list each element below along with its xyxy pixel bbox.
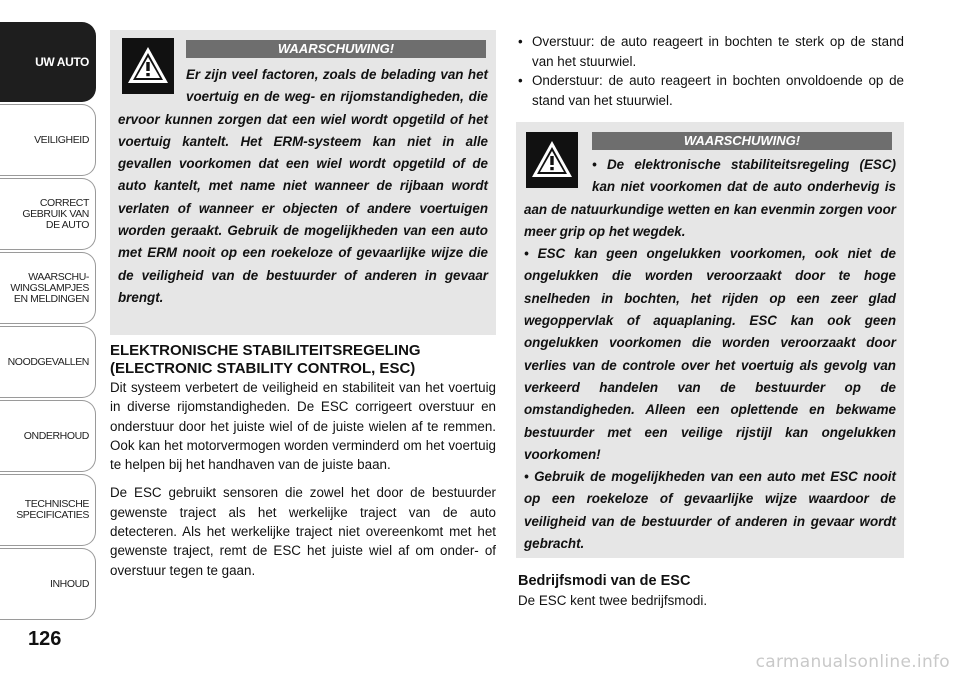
tab-label: ONDERHOUD bbox=[23, 429, 89, 442]
tab-label: VEILIGHEID bbox=[34, 133, 89, 146]
bullet-list bbox=[518, 32, 904, 110]
warning-title: WAARSCHUWING! bbox=[186, 40, 486, 58]
tab-label: TECHNISCHE SPECIFICATIES bbox=[16, 498, 89, 521]
page-number: 126 bbox=[28, 628, 62, 650]
tab-label: WAARSCHU- WINGSLAMPJES EN MELDINGEN bbox=[10, 270, 89, 305]
watermark: carmanualsonline.info bbox=[755, 652, 950, 672]
paragraph: De ESC gebruikt sensoren die zowel het door de bestuurder gewenste traject als het werkelijke traject van de auto detecteren. Als het werkelijke traject niet overeenkomt met het gewenste traject, remt de ESC het juiste wiel af om onder- of overstuur tegen te gaan. bbox=[110, 485, 496, 578]
section-heading: ELEKTRONISCHE STABILITEITSREGELING (ELECTRONIC STABILITY CONTROL, ESC) bbox=[110, 342, 421, 377]
tab-label: UW AUTO bbox=[35, 54, 89, 69]
tab-uw-auto[interactable] bbox=[0, 22, 96, 102]
list-item: • Overstuur: de auto reageert in bochten te sterk op de stand van het stuurwiel. bbox=[518, 32, 904, 71]
paragraph: Dit systeem verbetert de veiligheid en stabiliteit van het voertuig in diverse rijomstandigheden. De ESC corrigeert overstuur en onderstuur door het juiste wiel of de juiste wielen af te remmen. Ook kan het motorvermogen worden verminderd om het voertuig te helpen bij het handhaven van de juiste baan. bbox=[110, 380, 496, 473]
warning-text bbox=[118, 64, 488, 309]
modes-text: De ESC kent twee bedrijfsmodi. bbox=[518, 593, 708, 608]
warning-item: • Gebruik de mogelijkheden van een auto met ESC nooit op een roekeloze of gevaarlijke wijze waardoor de veiligheid van de bestuurder of anderen in gevaar wordt gebracht. bbox=[524, 469, 896, 552]
warning-item: • De elektronische stabiliteitsregeling (ESC) kan niet voorkomen dat de auto onderhevig is aan de natuurkundige wetten en kan evenmin zorgen voor meer grip op het wegdek. bbox=[524, 157, 896, 239]
warning-box bbox=[110, 30, 496, 335]
tab-veiligheid[interactable] bbox=[0, 104, 96, 176]
warning-text bbox=[524, 154, 896, 555]
tab-inhoud[interactable] bbox=[0, 548, 96, 620]
tab-label: CORRECT GEBRUIK VAN DE AUTO bbox=[22, 196, 89, 231]
tab-noodgevallen[interactable] bbox=[0, 326, 96, 398]
tab-technische-specificaties[interactable] bbox=[0, 474, 96, 546]
tab-waarschuwingslampjes[interactable] bbox=[0, 252, 96, 324]
tab-onderhoud[interactable] bbox=[0, 400, 96, 472]
section-body bbox=[110, 378, 496, 589]
tab-label: NOODGEVALLEN bbox=[7, 355, 89, 368]
modes-heading: Bedrijfsmodi van de ESC bbox=[518, 573, 691, 589]
list-item: • Onderstuur: de auto reageert in bochten onvoldoende op de stand van het stuurwiel. bbox=[518, 71, 904, 110]
warning-body: Er zijn veel factoren, zoals de belading van het voertuig en de weg- en rijomstandigheden, die ervoor kunnen zorgen dat een wiel wordt opgetild of het voertuig kantelt. Het ERM-systeem kan niet in alle gevallen voorkomen dat een wiel wordt opgetild of de auto kantelt, met name niet wanneer de rijbaan wordt verlaten of wanneer er objecten of andere voertuigen worden geraakt. Gebruik de mogelijkheden van een auto met ERM nooit op een roekeloze of gevaarlijke wijze die de veiligheid van de bestuurder of anderen in gevaar brengt. bbox=[118, 67, 488, 305]
tab-label: INHOUD bbox=[49, 577, 89, 590]
warning-title: WAARSCHUWING! bbox=[592, 132, 892, 150]
tab-correct-gebruik[interactable] bbox=[0, 178, 96, 250]
warning-box bbox=[516, 122, 904, 558]
warning-item: • ESC kan geen ongelukken voorkomen, ook niet de ongelukken die worden veroorzaakt door te hoge snelheden in bochten, het rijden op een zeer glad wegoppervlak of aquaplaning. ESC kan ook geen ongelukken voorkomen die worden veroorzaakt door verlies van de controle over het voertuig als gevolg van verkeerd handelen van de bestuurder op de omstandigheden. Alleen een oplettende en bekwame bestuurder met een veilige rijstijl kan ongelukken voorkomen! bbox=[524, 246, 896, 462]
